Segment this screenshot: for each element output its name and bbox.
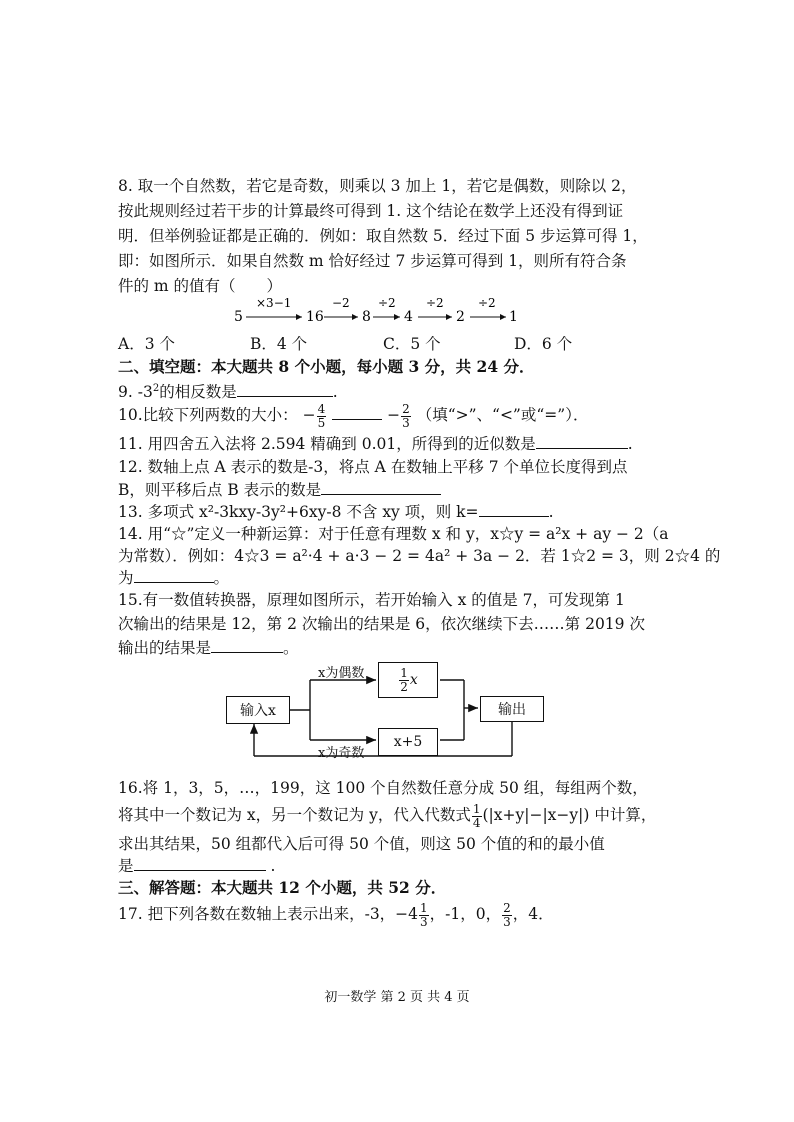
chain-op: ×3−1 xyxy=(256,296,292,310)
chain-op: ÷2 xyxy=(478,296,496,310)
q13-text: 13. 多项式 x²-3kxy-3y²+6xy-8 不含 xy 项，则 k= xyxy=(118,503,479,521)
q16-line2 xyxy=(118,800,656,830)
q8-line1: 8. 取一个自然数，若它是奇数，则乘以 3 加上 1，若它是偶数，则除以 2， xyxy=(118,177,637,195)
q16-line2-a: 将其中一个数记为 x，另一个数记为 y，代入代数式 xyxy=(118,806,471,824)
q8-line4: 即：如图所示．如果自然数 m 恰好经过 7 步运算可得到 1，则所有符合条 xyxy=(118,252,627,270)
q17-mixed-fraction: $\frac{1}{3}$ xyxy=(420,900,428,929)
q14-line1: 14. 用“☆”定义一种新运算：对于任意有理数 x 和 y，x☆y = a²x + ay − 2（a xyxy=(118,525,669,543)
q17-fraction: $\frac{2}{3}$ xyxy=(503,900,511,929)
q9: 9. $-3^2$的相反数是 . xyxy=(118,383,338,402)
page-footer: 初一数学 第 2 页 共 4 页 xyxy=(324,990,470,1005)
flow-input-box: 输入x xyxy=(226,696,290,724)
q15-line3-text: 输出的结果是 xyxy=(118,639,212,657)
q11: 11. 用四舍五入法将 2.594 精确到 0.01，所得到的近似数是 . xyxy=(118,435,633,453)
q11-text: 11. 用四舍五入法将 2.594 精确到 0.01，所得到的近似数是 xyxy=(118,435,536,453)
flow-even-label: x为偶数 xyxy=(318,666,365,681)
q14-line3-text: 为 xyxy=(118,569,134,587)
q10-fraction-b: $\frac{2}{3}$ xyxy=(402,401,410,430)
chain-op: ÷2 xyxy=(426,296,444,310)
q16-line2-b: (|x+y|−|x−y|) 中计算， xyxy=(482,806,657,824)
q12-line2 xyxy=(118,480,441,500)
q12-line2-text: B，则平移后点 B 表示的数是 xyxy=(118,481,322,499)
q17-prefix: 17. 把下列各数在数轴上表示出来，-3，−4 xyxy=(118,905,419,923)
flow-odd-label: x为奇数 xyxy=(318,746,365,761)
q15-line2: 次输出的结果是 12，第 2 次输出的结果是 6，依次继续下去……第 2019 次 xyxy=(118,615,645,633)
q10-suffix: （填“>”、“<”或“=”）． xyxy=(416,406,589,424)
q15-line1: 15.有一数值转换器，原理如图所示，若开始输入 x 的值是 7，可发现第 1 xyxy=(118,591,625,609)
section-3-heading: 三、解答题：本大题共 12 个小题，共 52 分． xyxy=(118,878,447,897)
q8-line5: 件的 m 的值有（ ） xyxy=(118,277,283,295)
q8-option-c: C．5 个 xyxy=(383,335,441,353)
q8-option-b: B．4 个 xyxy=(250,335,308,353)
section-2-heading: 二、填空题：本大题共 8 个小题，每小题 3 分，共 24 分． xyxy=(118,357,535,376)
q14-line3: 为 。 xyxy=(118,569,230,587)
q8-line2: 按此规则经过若干步的计算最终可得到 1. 这个结论在数学上还没有得到证 xyxy=(118,202,624,220)
q9-answer-blank xyxy=(237,382,333,397)
q10-answer-blank xyxy=(332,405,382,420)
q17 xyxy=(118,898,554,930)
chain-number: 2 xyxy=(456,309,465,325)
chain-number: 16 xyxy=(306,309,324,325)
q16-line4: 是 . xyxy=(118,857,276,875)
chain-number: 8 xyxy=(362,309,371,325)
chain-number: 4 xyxy=(404,309,413,325)
q8-option-d: D．6 个 xyxy=(514,335,573,353)
q12-line1: 12. 数轴上点 A 表示的数是-3，将点 A 在数轴上平移 7 个单位长度得到点 xyxy=(118,458,628,476)
q15-line3: 输出的结果是 。 xyxy=(118,639,299,657)
q9-prefix: 9. -3 xyxy=(118,383,153,402)
q9-sup: 2 xyxy=(152,383,160,394)
q16-answer-blank xyxy=(134,856,266,871)
q9-suffix: 的相反数是 xyxy=(159,383,237,402)
chain-op: −2 xyxy=(332,296,350,310)
q16-line1: 16.将 1，3，5，…，199，这 100 个自然数任意分成 50 组，每组两个数， xyxy=(118,779,648,797)
q8-option-a: A．3 个 xyxy=(118,335,175,353)
q11-answer-blank xyxy=(536,434,628,449)
flow-odd-op-box: x+5 xyxy=(378,728,438,756)
q13: 13. 多项式 x²-3kxy-3y²+6xy-8 不含 xy 项，则 k= . xyxy=(118,503,554,521)
flow-even-op-box xyxy=(378,662,438,698)
q10-prefix: 10.比较下列两数的大小： xyxy=(118,406,298,424)
q8-operation-chain xyxy=(230,294,530,328)
chain-op: ÷2 xyxy=(378,296,396,310)
flow-even-var: x xyxy=(409,672,418,688)
q17-mid: ，-1，0， xyxy=(429,905,502,923)
q14-line2: 为常数）．例如：4☆3 = a²·4 + a·3 − 2 = 4a² + 3a − 2．若 1☆2 = 3，则 2☆4 的 xyxy=(118,547,721,565)
q13-answer-blank xyxy=(479,502,549,517)
q16-line4-text: 是 xyxy=(118,857,134,875)
q17-suffix: ，4． xyxy=(512,905,554,923)
q12-answer-blank xyxy=(321,480,441,495)
q10: 10.比较下列两数的大小： − $\frac{4}{5}$ − $\frac{2}{3}$ （填“>”、“<”或“=”）． xyxy=(118,401,589,430)
q8-line3: 明．但举例验证都是正确的．例如：取自然数 5．经过下面 5 步运算可得 1， xyxy=(118,227,648,245)
q16-fraction: $\frac{1}{4}$ xyxy=(472,801,481,830)
flow-output-box: 输出 xyxy=(480,696,544,722)
chain-number: 1 xyxy=(509,309,518,325)
flow-even-fraction: $\frac{1}{2}$ xyxy=(400,665,408,694)
q15-answer-blank xyxy=(211,638,283,653)
q14-answer-blank xyxy=(134,568,214,583)
chain-number: 5 xyxy=(234,309,243,325)
q10-fraction-a: $\frac{4}{5}$ xyxy=(317,401,326,430)
q16-line3: 求出其结果，50 组都代入后可得 50 个值，则这 50 个值的和的最小值 xyxy=(118,835,605,853)
